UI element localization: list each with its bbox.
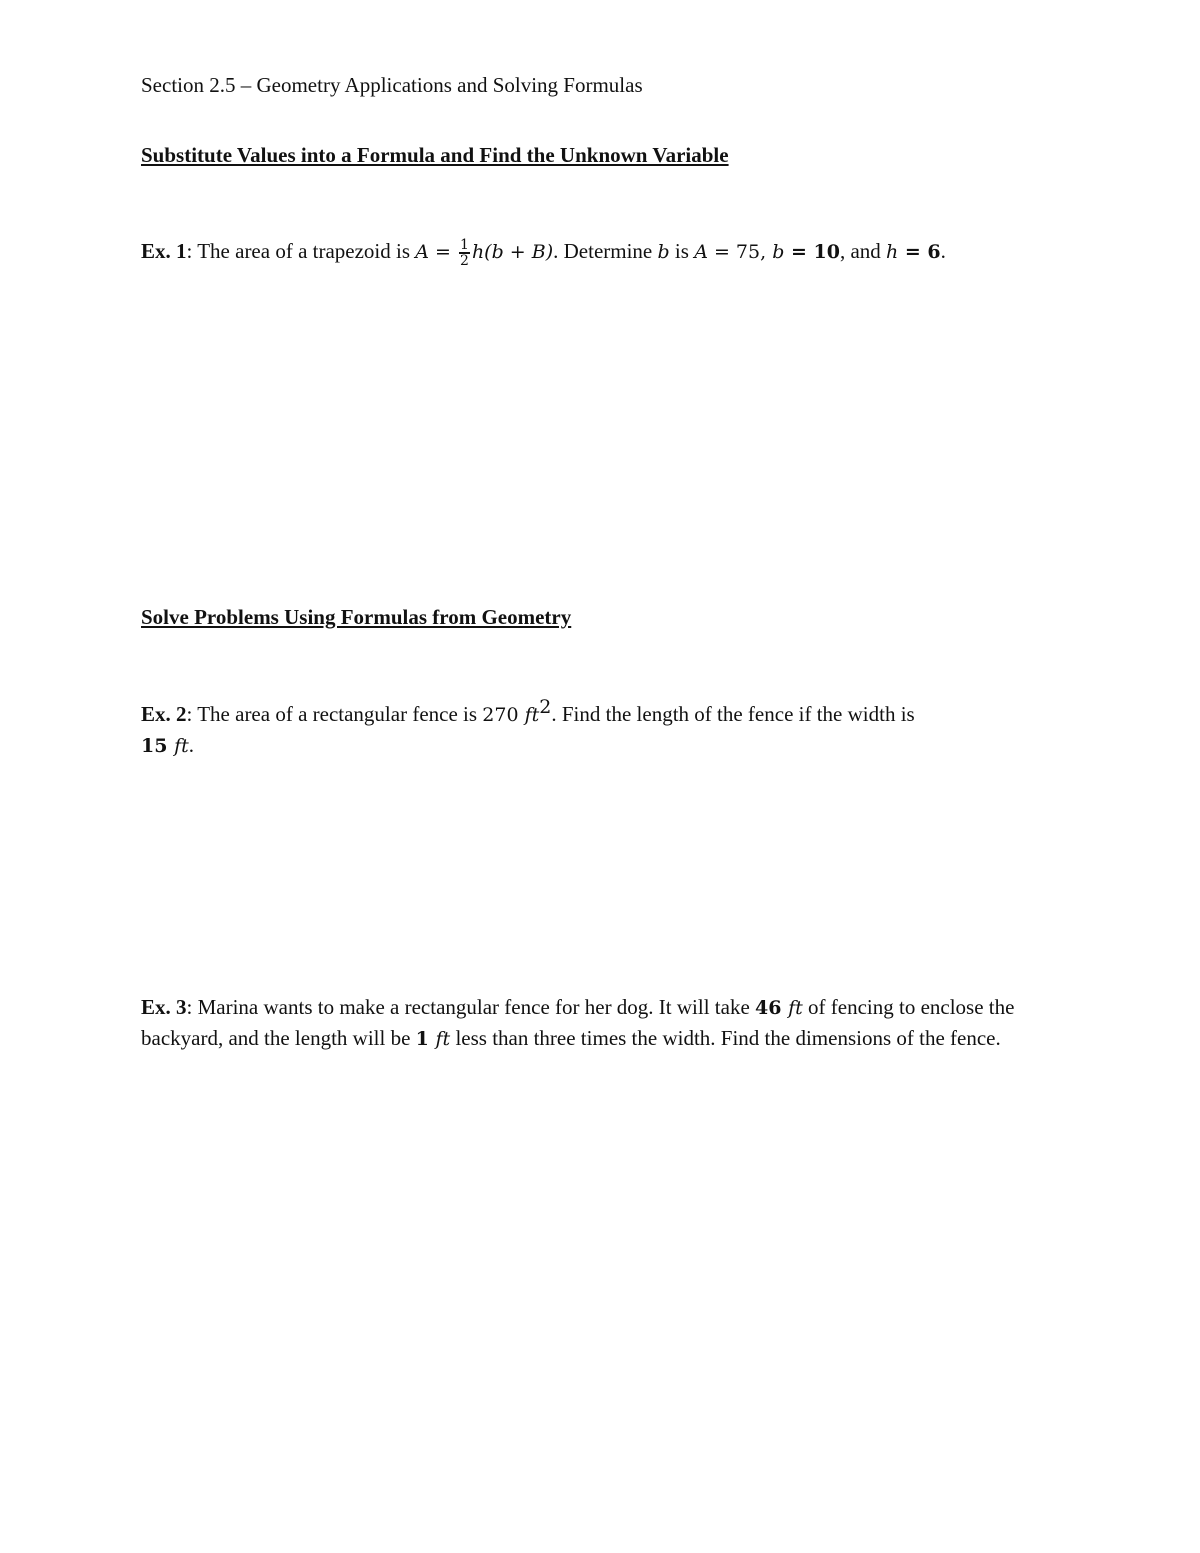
math: b <box>772 241 785 263</box>
math: ft <box>524 704 540 726</box>
example-label: Ex. 1 <box>141 239 187 263</box>
math: h <box>886 241 899 263</box>
text: . Determine <box>553 239 658 263</box>
denominator: 2 <box>460 253 469 270</box>
fraction <box>459 238 470 268</box>
example-1 <box>141 236 1041 268</box>
section-title: Section 2.5 – Geometry Applications and Solving Formulas <box>141 73 643 97</box>
numerator: 1 <box>460 237 469 254</box>
heading-substitute-values: Substitute Values into a Formula and Find the Unknown Variable <box>141 143 729 167</box>
text: is <box>669 239 695 263</box>
math: 15 <box>141 735 175 757</box>
math: = <box>429 241 458 263</box>
text: . <box>940 239 946 263</box>
text: . <box>188 733 194 757</box>
math: A <box>415 241 430 263</box>
math: A <box>694 241 708 263</box>
text: : The area of a trapezoid is <box>186 239 416 263</box>
example-label: Ex. 3 <box>141 995 187 1019</box>
math: ft <box>435 1028 451 1050</box>
text: of fencing to enclose the backyard, and the length will be <box>141 995 1015 1050</box>
math: = 10 <box>784 241 840 263</box>
math: h(b + B) <box>471 241 554 263</box>
exponent: 2 <box>539 696 552 718</box>
math: b <box>657 241 670 263</box>
example-3 <box>141 992 1016 1054</box>
math: 1 <box>415 1028 436 1050</box>
text: : Marina wants to make a rectangular fence for her dog. It will take <box>186 995 756 1019</box>
math: ft <box>174 735 189 757</box>
math: 46 <box>755 997 789 1019</box>
math: = 6 <box>898 241 941 263</box>
math: 270 <box>482 704 525 726</box>
text: , and <box>839 239 887 263</box>
example-2 <box>141 692 1021 761</box>
text: : The area of a rectangular fence is <box>186 702 483 726</box>
text: . Find the length of the fence if the width is <box>551 702 915 726</box>
heading-solve-problems: Solve Problems Using Formulas from Geometry <box>141 605 572 629</box>
math: = 75, <box>707 241 773 263</box>
text: less than three times the width. Find the dimensions of the fence. <box>450 1026 1001 1050</box>
example-label: Ex. 2 <box>141 702 187 726</box>
math: ft <box>788 997 803 1019</box>
